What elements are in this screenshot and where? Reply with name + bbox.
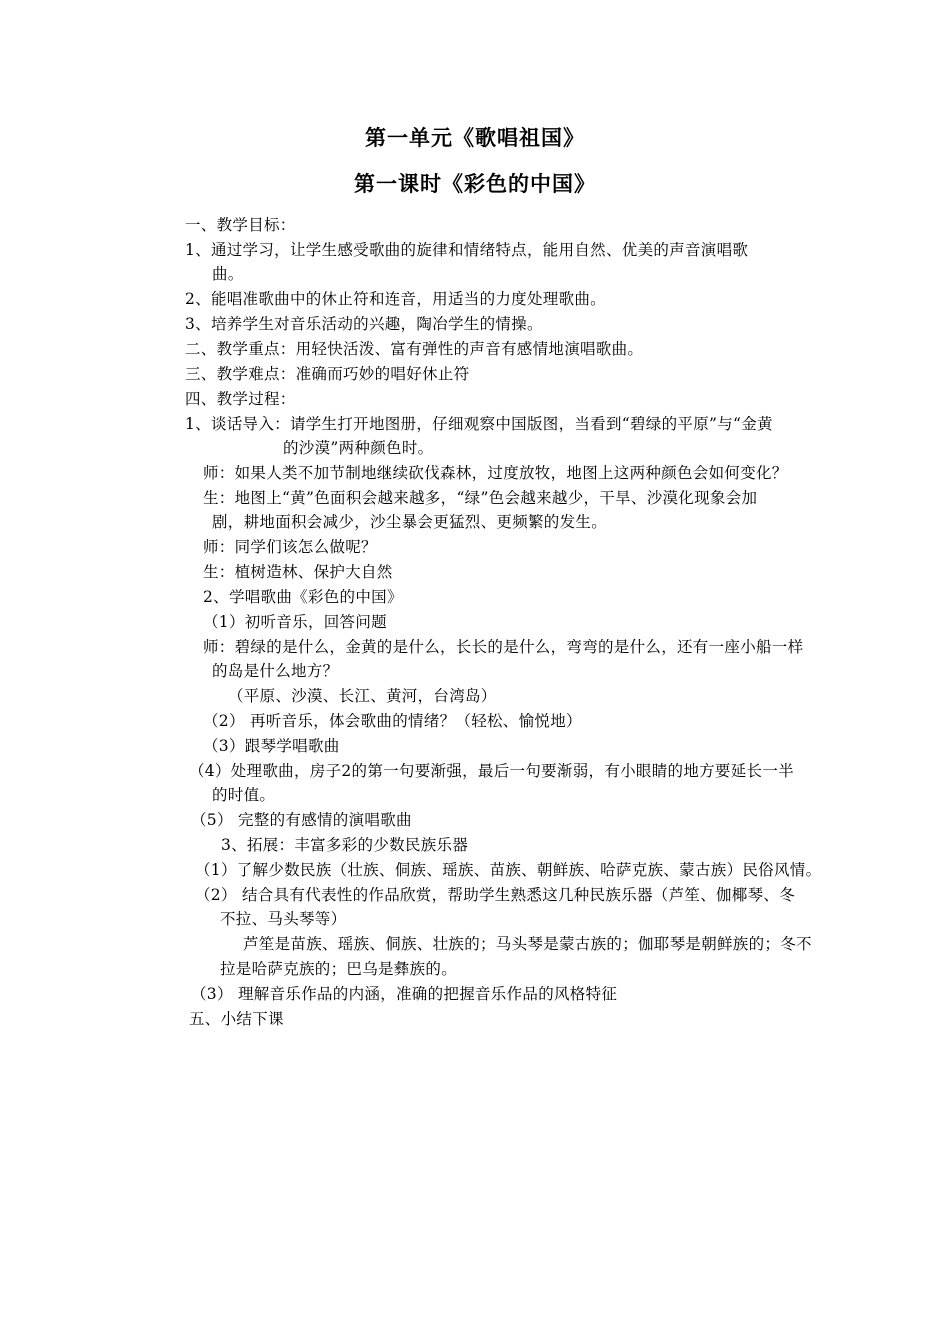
instruments-note-line-1: 芦笙是苗族、瑶族、侗族、壮族的；马头琴是蒙古族的；伽耶琴是朝鲜族的；冬不: [243, 935, 812, 953]
extension-1: （1）了解少数民族（壮族、侗族、瑶族、苗族、朝鲜族、哈萨克族、蒙古族）民俗风情。: [195, 861, 822, 879]
substep-5: （5） 完整的有感情的演唱歌曲: [191, 811, 412, 829]
section-heading-difficulties: 三、教学难点：准确而巧妙的唱好休止符: [185, 365, 470, 383]
student-answer-2: 生：植树造林、保护大自然: [203, 563, 393, 581]
instruments-note-line-2: 拉是哈萨克族的；巴乌是彝族的。: [220, 960, 458, 978]
substep-2: （2） 再听音乐，体会歌曲的情绪？（轻松、愉悦地）: [203, 712, 582, 730]
substep-4-line-1: （4）处理歌曲，房子2的第一句要渐强，最后一句要渐弱，有小眼睛的地方要延长一半: [189, 762, 794, 780]
student-answer-1-line-1: 生：地图上“黄”色面积会越来越多，“绿”色会越来越少，干旱、沙漠化现象会加: [203, 489, 758, 507]
substep-4-line-2: 的时值。: [212, 786, 276, 804]
step-learn-song: 2、学唱歌曲《彩色的中国》: [203, 588, 403, 606]
teacher-question-2: 师：同学们该怎么做呢？: [203, 538, 377, 556]
intro-line-1: 1、谈话导入：请学生打开地图册，仔细观察中国版图，当看到“碧绿的平原”与“金黄: [185, 415, 773, 433]
answer-list: （平原、沙漠、长江、黄河，台湾岛）: [228, 687, 497, 705]
objective-1-line-2: 曲。: [212, 265, 244, 283]
section-heading-key-points: 二、教学重点：用轻快活泼、富有弹性的声音有感情地演唱歌曲。: [185, 340, 644, 358]
teacher-question-3-line-2: 的岛是什么地方？: [212, 662, 339, 680]
section-heading-process: 四、教学过程：: [185, 390, 296, 408]
step-extension: 3、拓展：丰富多彩的少数民族乐器: [221, 836, 469, 854]
lesson-title: 第一课时《彩色的中国》: [354, 172, 596, 196]
substep-3: （3）跟琴学唱歌曲: [203, 737, 340, 755]
teacher-question-3-line-1: 师：碧绿的是什么，金黄的是什么，长长的是什么，弯弯的是什么，还有一座小船一样: [203, 638, 804, 656]
substep-1: （1）初听音乐，回答问题: [203, 613, 387, 631]
extension-2-line-1: （2） 结合具有代表性的作品欣赏，帮助学生熟悉这几种民族乐器（芦笙、伽椰琴、冬: [195, 886, 795, 904]
section-heading-summary: 五、小结下课: [189, 1010, 284, 1028]
student-answer-1-line-2: 剧，耕地面积会减少，沙尘暴会更猛烈、更频繁的发生。: [212, 513, 608, 531]
extension-2-line-2: 不拉、马头琴等）: [220, 910, 347, 928]
teacher-question-1: 师：如果人类不加节制地继续砍伐森林，过度放牧，地图上这两种颜色会如何变化？: [203, 464, 788, 482]
intro-line-2: 的沙漠”两种颜色时。: [283, 439, 434, 457]
unit-title: 第一单元《歌唱祖国》: [365, 126, 585, 150]
objective-2: 2、能唱准歌曲中的休止符和连音，用适当的力度处理歌曲。: [185, 290, 606, 308]
objective-1-line-1: 1、通过学习，让学生感受歌曲的旋律和情绪特点，能用自然、优美的声音演唱歌: [185, 241, 749, 259]
section-heading-objectives: 一、教学目标：: [185, 216, 296, 234]
objective-3: 3、培养学生对音乐活动的兴趣，陶冶学生的情操。: [185, 315, 543, 333]
extension-3: （3） 理解音乐作品的内涵，准确的把握音乐作品的风格特征: [191, 985, 618, 1003]
